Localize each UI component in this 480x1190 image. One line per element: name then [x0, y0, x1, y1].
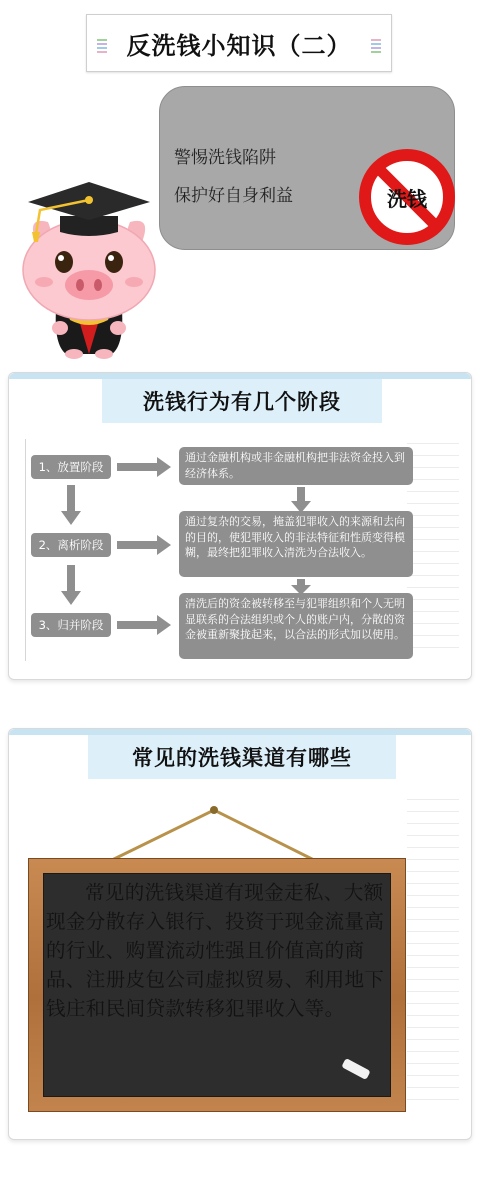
- stages-flow-diagram: [25, 439, 463, 665]
- stage-2-description: 通过复杂的交易，掩盖犯罪收入的来源和去向的目的，使犯罪收入的非法特征和性质变得模糊，最终把犯罪收入清洗为合法收入。: [179, 511, 413, 577]
- chalk-stick-icon: [336, 1058, 376, 1086]
- stage-1-description: 通过金融机构或非金融机构把非法资金投入到经济体系。: [179, 447, 413, 485]
- page-title: 反洗钱小知识（二）: [126, 31, 352, 60]
- chalkboard-surface: [43, 873, 391, 1097]
- page-title-box: [86, 14, 392, 72]
- chalkboard-frame: [28, 858, 406, 1112]
- no-laundering-sign: [358, 148, 456, 246]
- ruled-lines-decoration: [407, 799, 459, 1111]
- title-decoration-left: [97, 37, 107, 55]
- stage-3-label: 3、归并阶段: [31, 613, 111, 637]
- chalkboard: [28, 800, 408, 1114]
- sign-label: 洗钱: [387, 186, 427, 211]
- bubble-line-1: 警惕洗钱陷阱: [174, 148, 276, 168]
- title-decoration-right: [371, 37, 381, 55]
- stages-panel: [8, 372, 472, 680]
- stage-2-label: 2、离析阶段: [31, 533, 111, 557]
- stages-heading: 洗钱行为有几个阶段: [102, 379, 382, 423]
- stage-1-label: 1、放置阶段: [31, 455, 111, 479]
- bubble-line-2: 保护好自身利益: [174, 186, 293, 206]
- right-arrow-icon: [117, 457, 171, 635]
- stage-3-description: 清洗后的资金被转移至与犯罪组织和个人无明显联系的合法组织或个人的账户内，分散的资金被重新聚拢起来，以合法的形式加以使用。: [179, 593, 413, 659]
- channels-heading: 常见的洗钱渠道有哪些: [88, 735, 396, 779]
- pig-mascot-graduate: [14, 170, 164, 360]
- channels-body-text: 常见的洗钱渠道有现金走私、大额现金分散存入银行、投资于现金流量高的行业、购置流动性强且价值高的商品、注册皮包公司虚拟贸易、利用地下钱庄和民间贷款转移犯罪收入等。: [46, 881, 385, 1020]
